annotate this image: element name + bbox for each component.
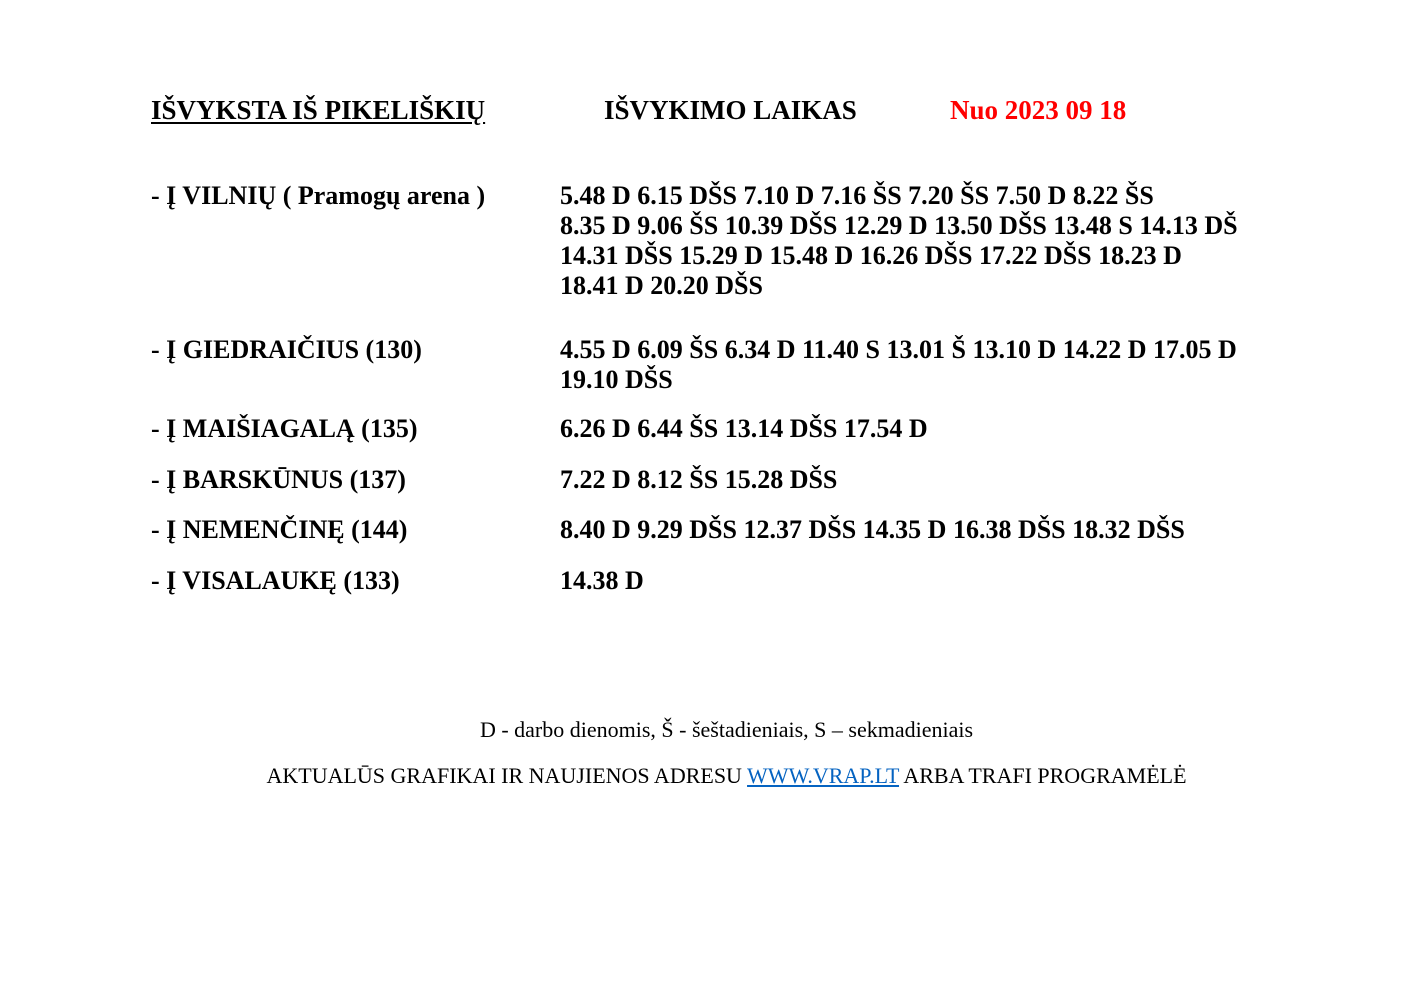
route-times-line: 7.22 D 8.12 ŠS 15.28 DŠS xyxy=(560,465,838,494)
route-times xyxy=(560,335,1250,395)
route-times-line: 6.26 D 6.44 ŠS 13.14 DŠS 17.54 D xyxy=(560,414,928,443)
route-times-line: 4.55 D 6.09 ŠS 6.34 D 11.40 S 13.01 Š 13.10 D 14.22 D 17.05 D xyxy=(560,335,1237,364)
day-legend: D - darbo dienomis, Š - šeštadieniais, S – sekmadieniais xyxy=(479,717,974,742)
route-destination: - Į GIEDRAIČIUS (130) xyxy=(151,335,422,364)
route-times xyxy=(560,566,1250,596)
schedule-header xyxy=(151,92,1251,128)
route-times-line: 18.41 D 20.20 DŠS xyxy=(560,271,763,300)
route-destination: - Į NEMENČINĘ (144) xyxy=(151,515,408,544)
route-times-line: 14.38 D xyxy=(560,566,644,595)
departure-stop-title: IŠVYKSTA IŠ PIKELIŠKIŲ xyxy=(151,95,486,125)
valid-from-date: Nuo 2023 09 18 xyxy=(950,95,1127,125)
footer-text-after-link: ARBA TRAFI PROGRAMĖLĖ xyxy=(899,763,1187,788)
route-times xyxy=(560,414,1250,444)
route-times-line: 5.48 D 6.15 DŠS 7.10 D 7.16 ŠS 7.20 ŠS 7.50 D 8.22 ŠS xyxy=(560,181,1154,210)
route-times-line: 8.40 D 9.29 DŠS 12.37 DŠS 14.35 D 16.38 DŠS 18.32 DŠS xyxy=(560,515,1185,544)
footer-note xyxy=(0,762,1403,790)
route-destination: - Į BARSKŪNUS (137) xyxy=(151,465,406,494)
departure-time-title: IŠVYKIMO LAIKAS xyxy=(604,95,857,125)
route-destination: - Į VILNIŲ ( Pramogų arena ) xyxy=(151,181,486,210)
route-times xyxy=(560,515,1250,545)
vrap-website-link[interactable]: WWW.VRAP.LT xyxy=(747,763,900,788)
route-times-line: 8.35 D 9.06 ŠS 10.39 DŠS 12.29 D 13.50 DŠS 13.48 S 14.13 DŠ xyxy=(560,211,1238,240)
route-times-line: 14.31 DŠS 15.29 D 15.48 D 16.26 DŠS 17.22 DŠS 18.23 D xyxy=(560,241,1182,270)
footer-text-before-link: AKTUALŪS GRAFIKAI IR NAUJIENOS ADRESU xyxy=(266,763,748,788)
route-times-line: 19.10 DŠS xyxy=(560,365,673,394)
route-times xyxy=(560,181,1250,301)
route-destination: - Į MAIŠIAGALĄ (135) xyxy=(151,414,418,443)
route-destination: - Į VISALAUKĘ (133) xyxy=(151,566,400,595)
route-times xyxy=(560,465,1250,495)
